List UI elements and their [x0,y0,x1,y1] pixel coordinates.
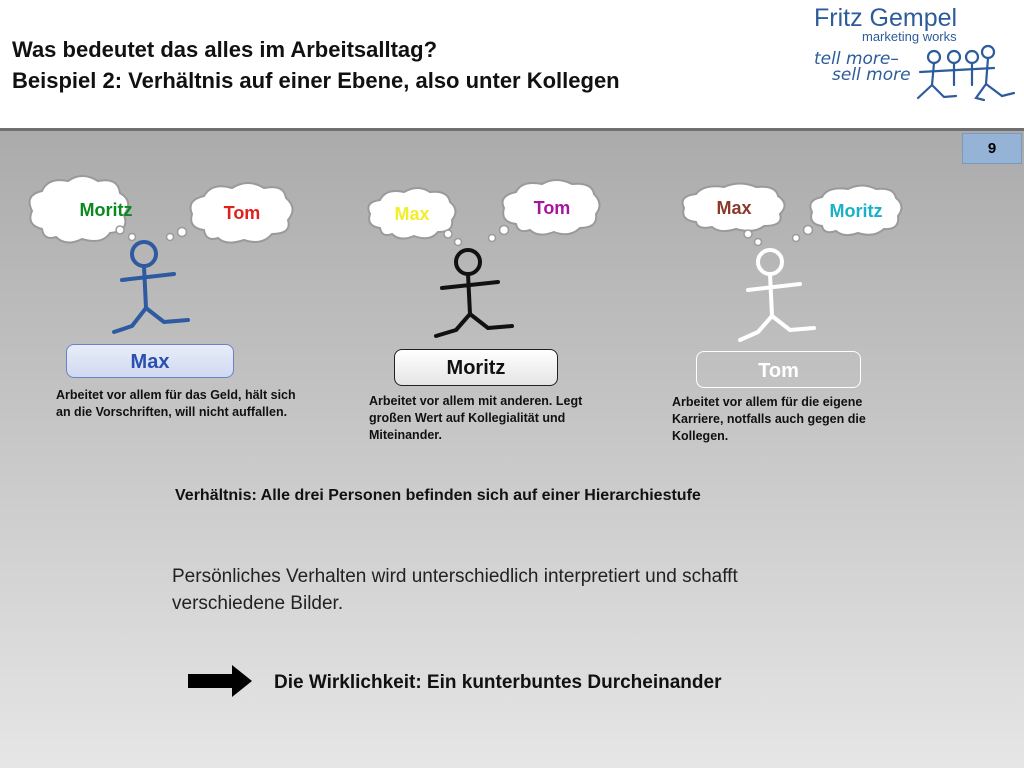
thought-label: Moritz [79,200,133,220]
right-arrow-icon [188,664,254,698]
person-name: Moritz [446,357,506,379]
person-name: Max [130,351,170,373]
description-max: Arbeitet vor allem für das Geld, hält sich an die Vorschriften, will nicht auffallen. [56,388,296,419]
person-name: Tom [758,360,799,382]
thought-label: Tom [533,198,571,218]
logo-name: Fritz Gempel [814,4,958,32]
name-box-max [66,344,234,378]
thought-label: Max [716,198,752,218]
conclusion-text: Die Wirklichkeit: Ein kunterbuntes Durcheinander [274,672,722,693]
stick-figure-moritz [430,244,518,344]
thought-cloud-3-right [806,184,906,238]
description-tom: Arbeitet vor allem für die eigene Karriere, notfalls auch gegen die Kollegen. [672,395,866,443]
slide-title [12,34,620,96]
title-line-1: Was bedeutet das alles im Arbeitsalltag? [12,37,438,62]
logo-figures-icon [918,46,1014,100]
logo-tag-2: sell more [832,65,911,85]
name-box-tom [696,351,861,388]
body-text: Persönliches Verhalten wird unterschiedlich interpretiert und schafft verschiedene Bilder. [172,566,738,614]
logo-tag-1: tell more– [814,49,899,69]
slide-header [0,0,1024,128]
thought-label: Tom [223,203,261,223]
description-moritz: Arbeitet vor allem mit anderen. Legt großen Wert auf Kollegialität und Miteinander. [369,394,583,442]
name-box-moritz [394,349,558,386]
stick-figure-max [108,238,192,342]
thought-label: Max [394,204,430,224]
relation-statement: Verhältnis: Alle drei Personen befinden sich auf einer Hierarchiestufe [175,487,701,504]
logo-sub: marketing works [862,29,957,44]
stick-figure-tom [734,244,822,346]
thought-label: Moritz [829,201,883,221]
title-line-2: Beispiel 2: Verhältnis auf einer Ebene, also unter Kollegen [12,68,620,93]
page-number-badge: 9 [962,133,1022,164]
thought-cloud-1-right [184,180,300,246]
fritz-gempel-logo [806,0,1024,110]
